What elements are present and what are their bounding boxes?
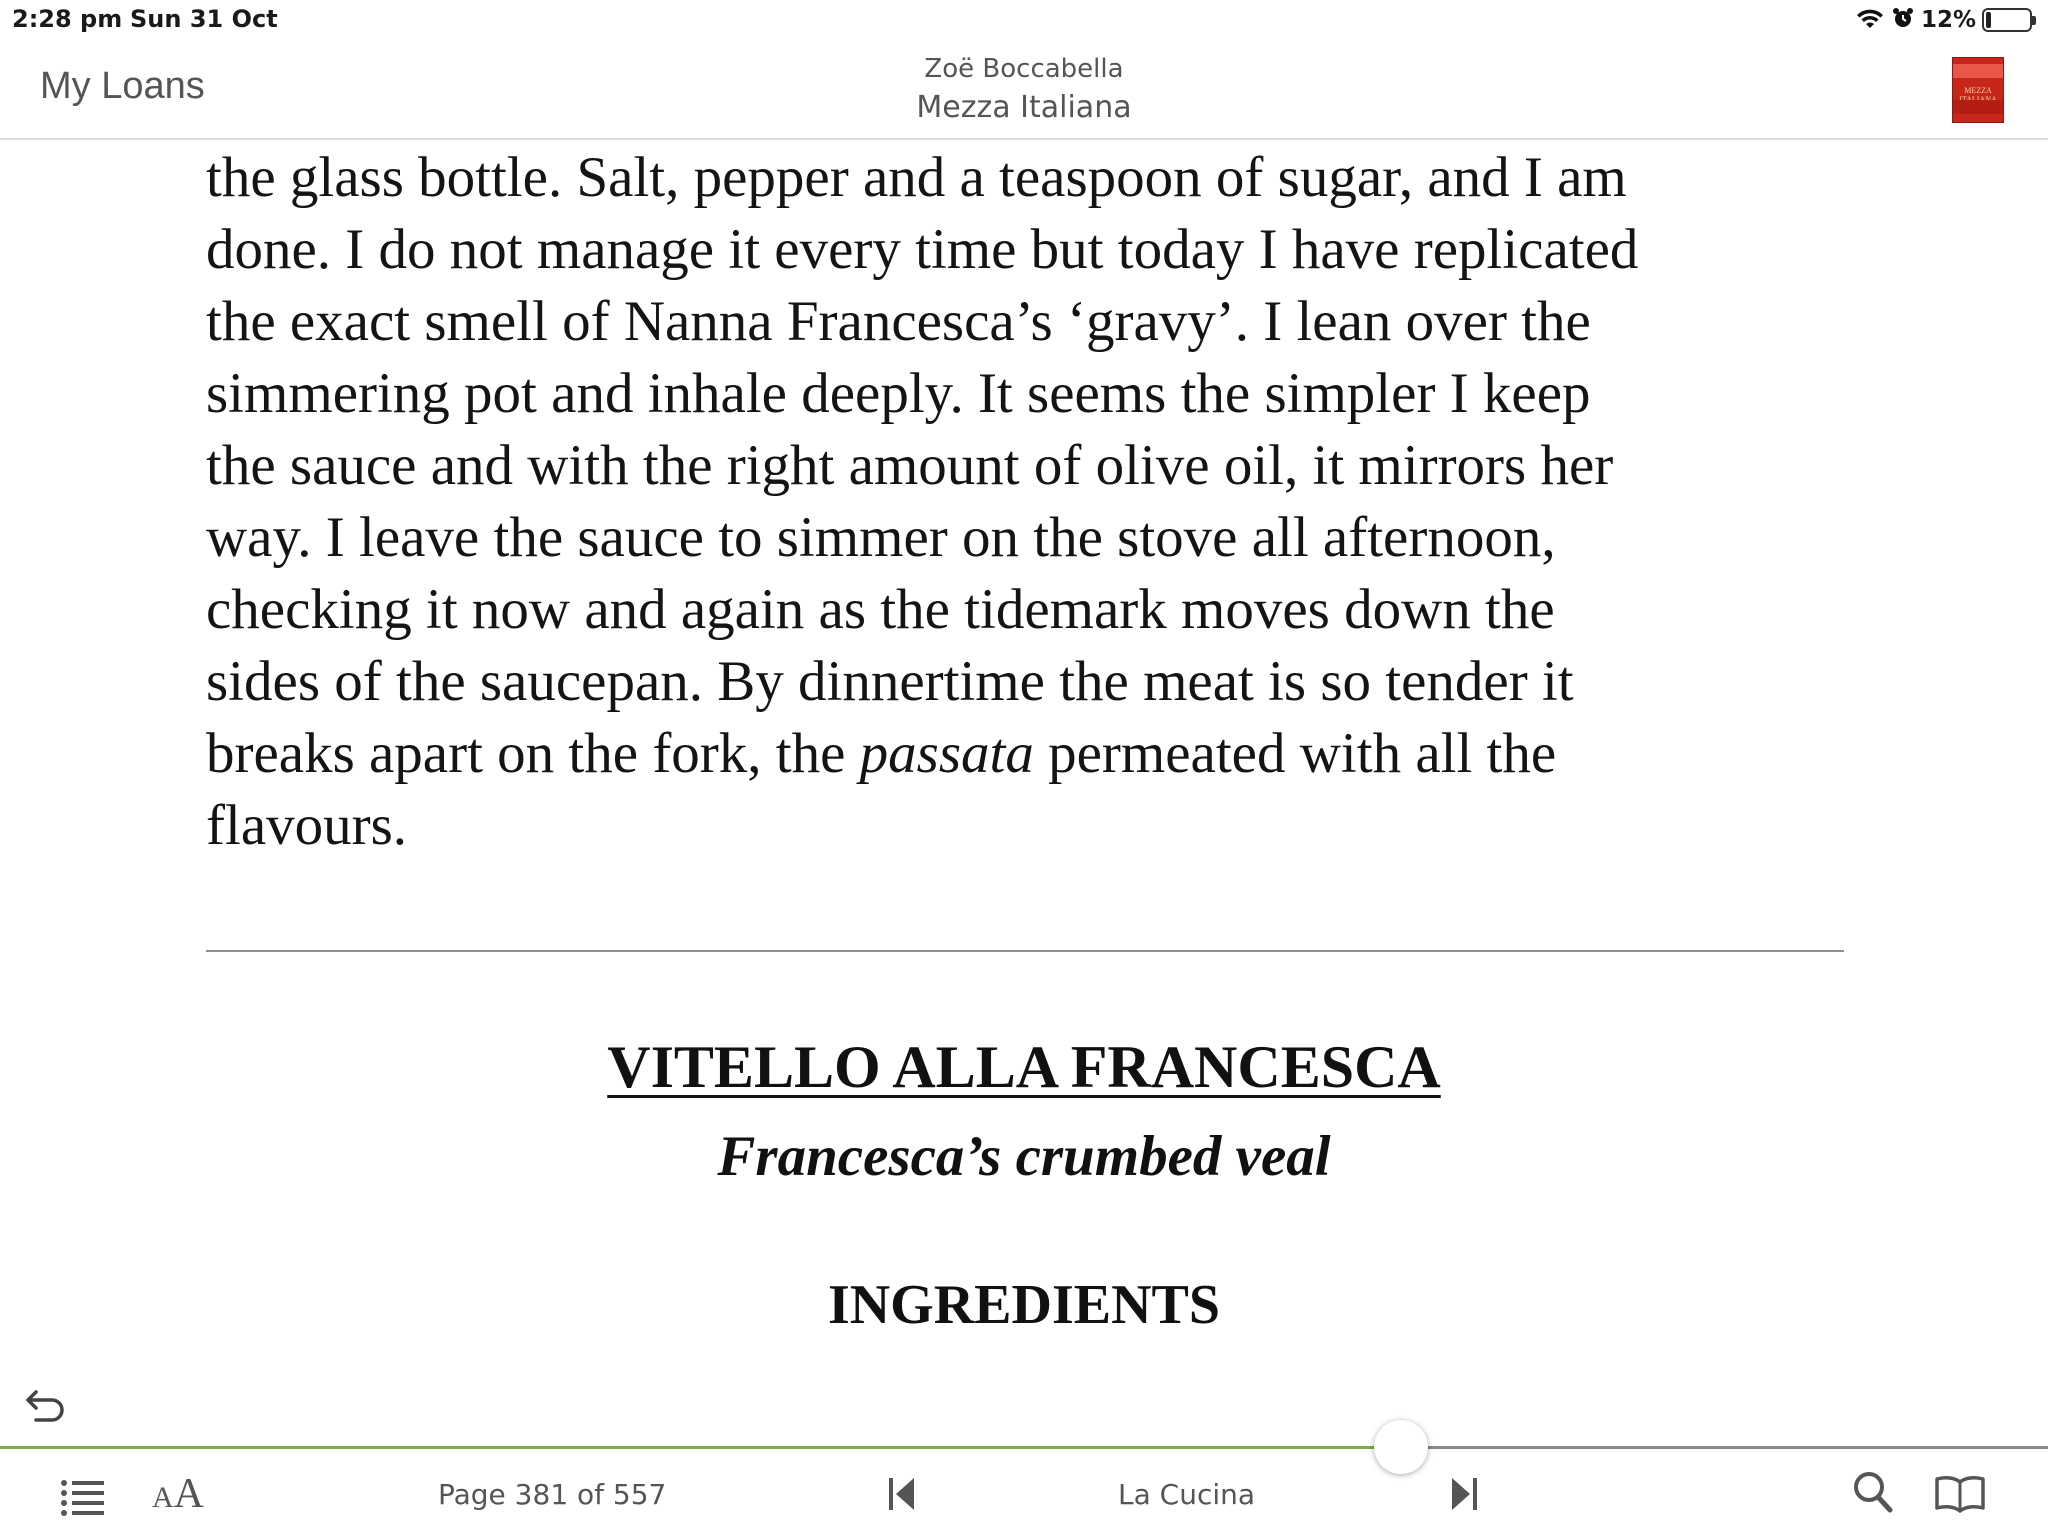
book-cover-thumbnail[interactable] bbox=[1952, 57, 2004, 123]
book-author: Zoë Boccabella bbox=[924, 54, 1124, 84]
next-chapter-icon[interactable] bbox=[1448, 1474, 1480, 1514]
text-line: sides of the saucepan. By dinnertime the meat is so tender it bbox=[206, 650, 1574, 713]
text-line: the sauce and with the right amount of olive oil, it mirrors her bbox=[206, 434, 1614, 497]
bottom-toolbar bbox=[0, 1452, 2048, 1536]
text-line: checking it now and again as the tidemark moves down the bbox=[206, 578, 1555, 641]
book-header bbox=[0, 54, 2048, 125]
status-time: 2:28 pm bbox=[12, 5, 123, 33]
book-page-text bbox=[206, 142, 1886, 862]
return-arrow-icon[interactable] bbox=[22, 1382, 70, 1426]
battery-icon bbox=[1982, 8, 2032, 32]
italic-word: passata bbox=[859, 722, 1034, 785]
cover-stripe bbox=[1953, 100, 2003, 114]
section-divider bbox=[206, 950, 1844, 952]
reading-progress-fill bbox=[0, 1446, 1401, 1449]
text-line: way. I leave the sauce to simmer on the stove all afternoon, bbox=[206, 506, 1556, 569]
font-size-button[interactable] bbox=[152, 1470, 204, 1518]
open-book-icon[interactable] bbox=[1934, 1474, 1986, 1514]
text-segment: permeated with all the bbox=[1033, 722, 1557, 785]
nav-bar bbox=[0, 40, 2048, 140]
chapter-name: La Cucina bbox=[1118, 1478, 1256, 1511]
text-line: the glass bottle. Salt, pepper and a teaspoon of sugar, and I am bbox=[206, 146, 1627, 209]
recipe-subtitle: Francesca’s crumbed veal bbox=[717, 1125, 1331, 1188]
recipe-title bbox=[0, 1032, 2048, 1102]
reading-progress-track[interactable] bbox=[0, 1446, 2048, 1449]
font-large-glyph: A bbox=[173, 1471, 205, 1517]
font-small-glyph: A bbox=[152, 1481, 174, 1514]
status-indicators bbox=[1855, 4, 2032, 36]
text-line: done. I do not manage it every time but today I have replicated bbox=[206, 218, 1639, 281]
recipe-title-text: VITELLO ALLA FRANCESCA bbox=[607, 1034, 1441, 1100]
text-line: the exact smell of Nanna Francesca’s ‘gravy’. I lean over the bbox=[206, 290, 1591, 353]
text-line: simmering pot and inhale deeply. It seems the simpler I keep bbox=[206, 362, 1591, 425]
text-line: flavours. bbox=[206, 794, 408, 857]
status-bar bbox=[0, 0, 2048, 40]
my-loans-button[interactable]: My Loans bbox=[40, 65, 205, 107]
text-line bbox=[206, 718, 1886, 790]
ingredients-heading: INGREDIENTS bbox=[827, 1274, 1221, 1336]
search-icon[interactable] bbox=[1852, 1470, 1894, 1516]
status-date: Sun 31 Oct bbox=[130, 5, 278, 33]
wifi-icon bbox=[1855, 6, 1885, 35]
book-title: Mezza Italiana bbox=[916, 90, 1132, 125]
cover-title: MEZZA bbox=[1964, 86, 1992, 95]
text-segment: breaks apart on the fork, the bbox=[206, 722, 860, 785]
battery-percent: 12% bbox=[1920, 7, 1976, 33]
cover-stripe bbox=[1953, 64, 2003, 78]
alarm-icon bbox=[1891, 6, 1915, 35]
battery-level bbox=[1986, 12, 1991, 28]
previous-chapter-icon[interactable] bbox=[886, 1474, 918, 1514]
page-indicator: Page 381 of 557 bbox=[438, 1478, 667, 1511]
table-of-contents-icon[interactable] bbox=[60, 1476, 106, 1516]
